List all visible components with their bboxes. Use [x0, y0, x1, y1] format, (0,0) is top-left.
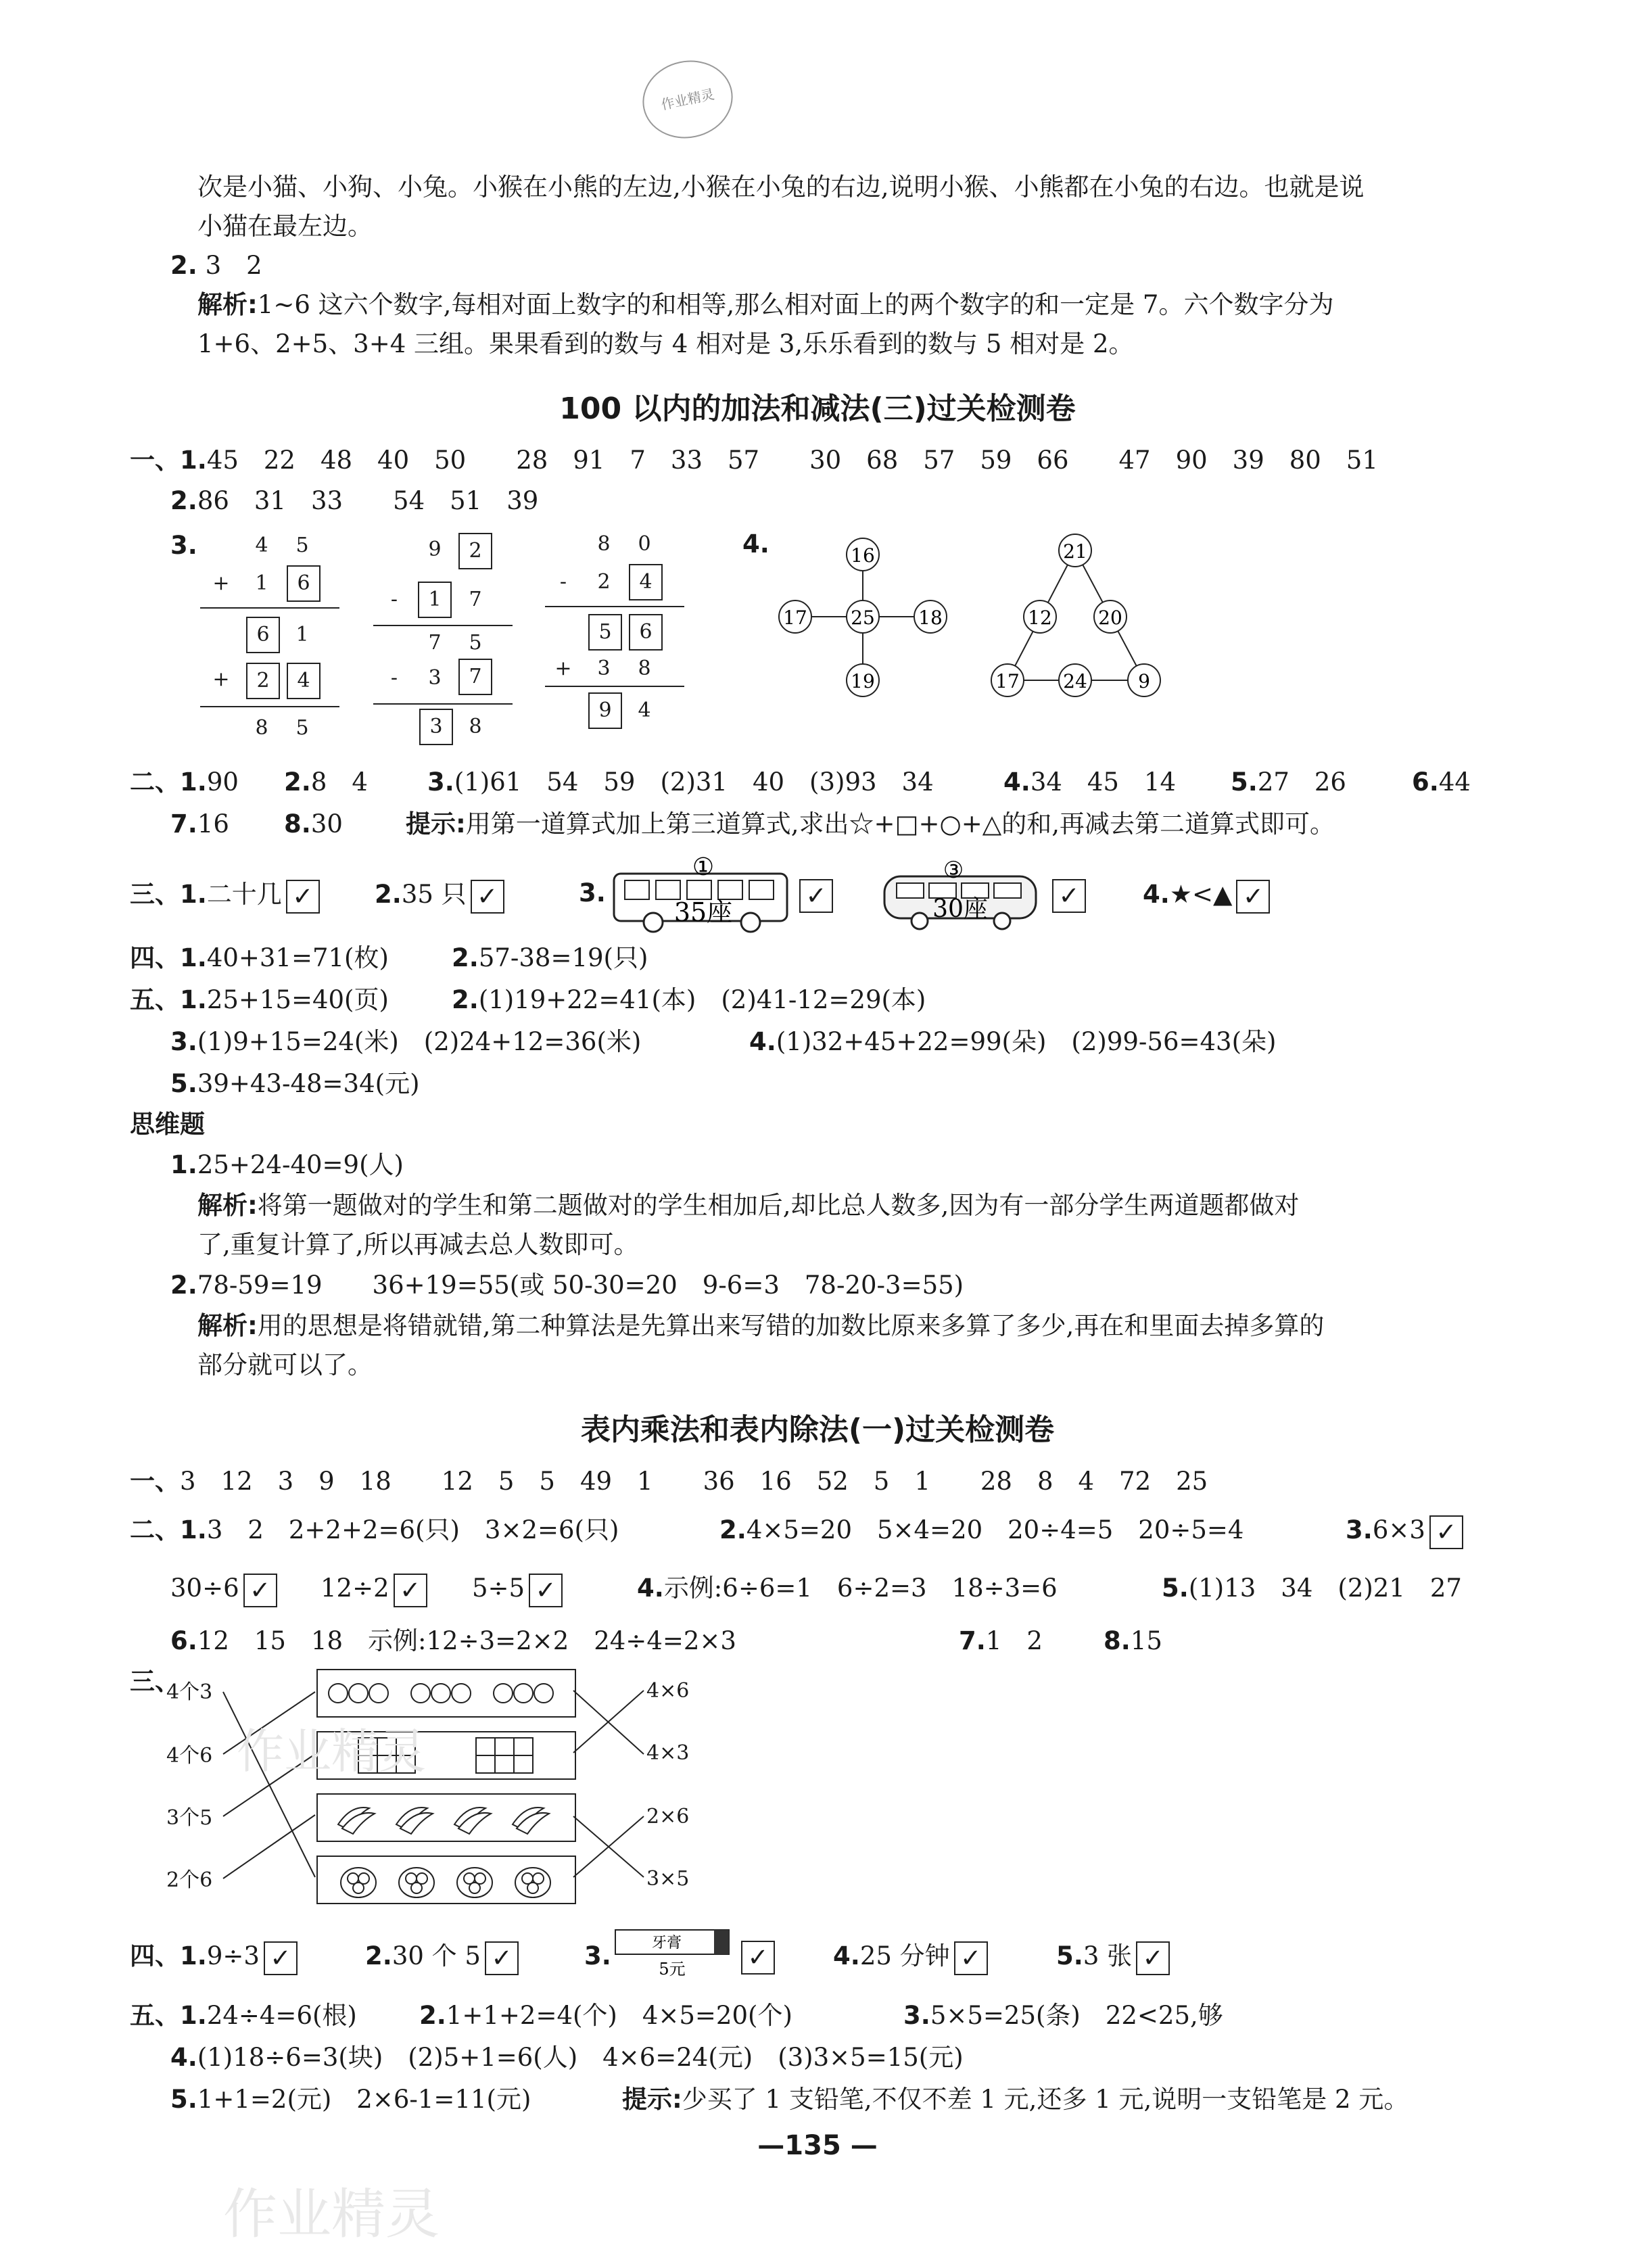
s2-p4-4-label: 4. — [833, 1941, 860, 1970]
s1-p1-label: 一、1. — [130, 446, 207, 475]
s2-p1: 3 12 3 9 18 12 5 5 49 1 36 16 52 5 1 28 8 4 72 25 — [180, 1467, 1208, 1496]
s2-p2-2-label: 2. — [719, 1515, 747, 1544]
q2-answer: 3 2 — [205, 251, 262, 280]
match-left-4: 2个6 — [166, 1868, 213, 1892]
s2-p2-2: 4×5=20 5×4=20 20÷4=5 20÷5=4 — [746, 1515, 1244, 1544]
s2-p5-label: 五、1. — [130, 2001, 207, 2030]
watermark-bottom: 作业精灵 — [223, 2183, 440, 2246]
check-box: ✓ — [485, 1941, 519, 1975]
analysis-line-2: 1+6、2+5、3+4 三组。果果看到的数与 4 相对是 3,乐乐看到的数与 5 相对是 2。 — [197, 329, 1134, 358]
s1-p3-1: 二十几 — [206, 880, 282, 909]
tri-top: 21 — [1063, 540, 1087, 563]
s2-p4-5: 3 张 — [1083, 1941, 1133, 1970]
s1-p3-2: 35 只 — [401, 880, 467, 909]
check-box: ✓ — [799, 879, 833, 913]
tri-mid-right: 20 — [1098, 607, 1122, 629]
s2-p5-4: (1)18÷6=3(块) (2)5+1=6(人) 4×6=24(元) (3)3×5=15(元) — [197, 2043, 964, 2072]
s2-p1-label: 一、 — [130, 1467, 180, 1496]
s2-p2-6-label: 6. — [170, 1626, 197, 1655]
s1-p5-4: (1)32+45+22=99(朵) (2)99-56=43(朵) — [776, 1027, 1277, 1056]
section2-title: 表内乘法和表内除法(一)过关检测卷 — [580, 1413, 1055, 1447]
s1-p2-3-label: 3. — [427, 767, 454, 797]
s1-p1-2-label: 2. — [170, 486, 197, 515]
s2-p5-2: 1+1+2=4(个) 4×5=20(个) — [446, 2001, 792, 2030]
s2-p2-6: 12 15 18 示例:12÷3=2×2 24÷4=2×3 — [197, 1626, 736, 1655]
tri-bot-mid: 24 — [1063, 670, 1087, 692]
match-left-1: 4个3 — [166, 1680, 213, 1704]
bus2-number: ③ — [943, 857, 964, 884]
s2-p5-hint: 少买了 1 支铅笔,不仅不差 1 元,还多 1 元,说明一支铅笔是 2 元。 — [682, 2085, 1409, 2114]
think-title: 思维题 — [130, 1110, 205, 1139]
s1-p5-5-label: 5. — [170, 1069, 197, 1098]
s1-p5-2-label: 2. — [452, 985, 479, 1014]
s2-p2-label: 二、1. — [130, 1515, 207, 1544]
t1-analysis-label: 解析: — [197, 1191, 258, 1220]
match-left-3: 3个5 — [166, 1806, 213, 1830]
t2-label: 2. — [170, 1271, 197, 1300]
s1-p2-6: 44 — [1438, 767, 1471, 797]
s1-p4-2-label: 2. — [452, 943, 479, 972]
s2-p2-8: 15 — [1130, 1626, 1162, 1655]
s1-p4-2: 57-38=19(只) — [478, 943, 648, 972]
s1-p4-1: 40+31=71(枚) — [206, 943, 389, 972]
bus1-seats: 35座 — [673, 897, 733, 927]
s2-p5-3: 5×5=25(条) 22<25,够 — [930, 2001, 1223, 2030]
s1-p2-4-label: 4. — [1003, 767, 1030, 797]
picture-tomatoes — [316, 1669, 576, 1718]
s1-p1-4-label: 4. — [742, 529, 769, 559]
s1-p2-6-label: 6. — [1412, 767, 1439, 797]
check-box: ✓ — [741, 1941, 775, 1975]
s2-p2-5: (1)13 34 (2)21 27 — [1188, 1574, 1462, 1603]
s1-p1-3-label: 3. — [170, 531, 197, 560]
bus2-seats: 30座 — [932, 895, 988, 923]
bus1-number: ① — [692, 853, 715, 881]
t2-analysis-1: 用的思想是将错就错,第二种算法是先算出来写错的加数比原来多算了多少,再在和里面去掉多算的 — [257, 1311, 1325, 1340]
cross-bottom: 19 — [851, 670, 875, 692]
s2-p2-1: 3 2 2+2+2=6(只) 3×2=6(只) — [206, 1515, 619, 1544]
s1-p3-label: 三、1. — [130, 880, 207, 909]
s2-p3-label: 三、 — [130, 1667, 180, 1696]
s1-p5-3-label: 3. — [170, 1027, 197, 1056]
check-box: ✓ — [471, 880, 504, 914]
s2-p4-1: 9÷3 — [206, 1941, 260, 1970]
s2-p2-3c: 12÷2 — [321, 1574, 389, 1603]
page-number: —135 — — [757, 2130, 878, 2161]
toothpaste-name: 牙膏 — [651, 1935, 682, 1952]
s2-p4-2: 30 个 5 — [392, 1941, 481, 1970]
s1-p2-hint: 用第一道算式加上第三道算式,求出☆+□+○+△的和,再减去第二道算式即可。 — [465, 809, 1335, 838]
match-right-3: 2×6 — [646, 1805, 690, 1828]
s2-p2-7-label: 7. — [959, 1626, 986, 1655]
s1-p5-3: (1)9+15=24(米) (2)24+12=36(米) — [197, 1027, 642, 1056]
s2-p2-3-label: 3. — [1346, 1515, 1373, 1544]
t2-analysis-2: 部分就可以了。 — [197, 1350, 373, 1379]
tri-mid-left: 12 — [1028, 607, 1052, 629]
check-box: ✓ — [529, 1574, 563, 1607]
s1-p2-8-label: 8. — [284, 809, 311, 838]
s1-p2-5-label: 5. — [1231, 767, 1258, 797]
intro-line-1: 次是小猫、小狗、小兔。小猴在小熊的左边,小猴在小兔的右边,说明小猴、小熊都在小兔的右边。也就是说 — [197, 172, 1365, 202]
check-box: ✓ — [243, 1574, 277, 1607]
check-box: ✓ — [954, 1941, 988, 1975]
s1-p5-label: 五、1. — [130, 985, 207, 1014]
bus-icon-1 — [609, 853, 791, 933]
s1-p1-2-answer: 86 31 33 54 51 39 — [197, 486, 539, 515]
s2-p2-3d: 5÷5 — [472, 1574, 525, 1603]
s1-p1-answer: 45 22 48 40 50 28 91 7 33 57 30 68 57 59 66 47 90 39 80 51 — [206, 446, 1378, 475]
s1-p2-5: 27 26 — [1257, 767, 1346, 797]
s1-p2-2: 8 4 — [310, 767, 368, 797]
s2-p2-8-label: 8. — [1104, 1626, 1131, 1655]
check-box: ✓ — [1236, 880, 1270, 914]
cross-top: 16 — [851, 544, 875, 567]
s2-p5-3-label: 3. — [903, 2001, 930, 2030]
analysis-line-1: 1~6 这六个数字,每相对面上数字的和相等,那么相对面上的两个数字的和一定是 7。六个数字分为 — [257, 290, 1334, 319]
s2-p2-7: 1 2 — [985, 1626, 1043, 1655]
check-box: ✓ — [1136, 1941, 1170, 1975]
toothpaste-price: 5元 — [659, 1960, 686, 1979]
picture-bananas — [316, 1793, 576, 1842]
picture-bags — [316, 1856, 576, 1904]
s1-p2-2-label: 2. — [284, 767, 311, 797]
s2-p4-2-label: 2. — [365, 1941, 392, 1970]
match-right-1: 4×6 — [646, 1679, 690, 1703]
s2-p4-4: 25 分钟 — [859, 1941, 950, 1970]
seal-stamp: 作业精灵 — [636, 52, 740, 146]
cross-center: 25 — [851, 607, 875, 629]
check-box: ✓ — [286, 880, 320, 914]
s1-p2-1-label: 二、1. — [130, 767, 207, 797]
cross-right: 18 — [918, 607, 943, 629]
s2-p2-4-label: 4. — [637, 1574, 664, 1603]
s1-p3-2-label: 2. — [375, 880, 402, 909]
s1-p4-label: 四、1. — [130, 943, 207, 972]
s1-p5-1: 25+15=40(页) — [206, 985, 389, 1014]
t1-label: 1. — [170, 1150, 197, 1179]
check-box: ✓ — [1052, 879, 1086, 913]
s1-p2-4: 34 45 14 — [1030, 767, 1177, 797]
s2-p5-5-label: 5. — [170, 2085, 197, 2114]
s2-p5-1: 24÷4=6(根) — [206, 2001, 357, 2030]
s1-p3-3-label: 3. — [579, 878, 606, 907]
tri-bot-left: 17 — [995, 670, 1020, 692]
intro-line-2: 小猫在最左边。 — [197, 212, 373, 241]
t1-answer: 25+24-40=9(人) — [197, 1150, 404, 1179]
match-right-2: 4×3 — [646, 1741, 690, 1765]
check-box: ✓ — [394, 1574, 427, 1607]
tri-bot-right: 9 — [1138, 670, 1150, 692]
bus-icon-2 — [879, 859, 1041, 933]
match-left-2: 4个6 — [166, 1744, 213, 1768]
watermark: 作业精灵 — [237, 1724, 426, 1779]
t1-analysis-2: 了,重复计算了,所以再减去总人数即可。 — [197, 1230, 639, 1259]
s2-p4-label: 四、1. — [130, 1941, 207, 1970]
s1-p2-hint-label: 提示: — [406, 809, 466, 838]
s1-p3-4: ★<▲ — [1169, 880, 1233, 909]
t1-analysis-1: 将第一题做对的学生和第二题做对的学生相加后,却比总人数多,因为有一部分学生两道题都做对 — [257, 1191, 1300, 1220]
s2-p2-3a: 6×3 — [1372, 1515, 1425, 1544]
check-box: ✓ — [264, 1941, 298, 1975]
s2-p5-4-label: 4. — [170, 2043, 197, 2072]
s1-p5-2: (1)19+22=41(本) (2)41-12=29(本) — [478, 985, 926, 1014]
cross-diagram — [764, 527, 987, 710]
s2-p5-5: 1+1=2(元) 2×6-1=11(元) — [197, 2085, 531, 2114]
s1-p5-4-label: 4. — [749, 1027, 776, 1056]
check-box: ✓ — [1429, 1515, 1463, 1549]
s2-p4-3-label: 3. — [584, 1941, 611, 1970]
s2-p4-5-label: 5. — [1056, 1941, 1083, 1970]
s1-p2-7: 16 — [197, 809, 229, 838]
s1-p2-3: (1)61 54 59 (2)31 40 (3)93 34 — [454, 767, 934, 797]
s2-p5-hint-label: 提示: — [622, 2085, 682, 2114]
s2-p2-5-label: 5. — [1162, 1574, 1189, 1603]
s2-p5-2-label: 2. — [419, 2001, 446, 2030]
t2-analysis-label: 解析: — [197, 1311, 258, 1340]
s2-p2-3b: 30÷6 — [170, 1574, 239, 1603]
match-right-4: 3×5 — [646, 1867, 690, 1891]
triangle-diagram — [980, 527, 1183, 710]
s2-p2-4: 示例:6÷6=1 6÷2=3 18÷3=6 — [663, 1574, 1058, 1603]
cross-left: 17 — [783, 607, 807, 629]
s1-p2-7-label: 7. — [170, 809, 197, 838]
s1-p5-5: 39+43-48=34(元) — [197, 1069, 420, 1098]
s1-p3-4-label: 4. — [1143, 880, 1170, 909]
section1-title: 100 以内的加法和减法(三)过关检测卷 — [559, 392, 1076, 426]
t2-answer: 78-59=19 36+19=55(或 50-30=20 9-6=3 78-20-3=55) — [197, 1271, 964, 1300]
s1-p2-8: 30 — [310, 809, 343, 838]
toothpaste-icon — [613, 1926, 734, 1980]
q2-label: 2. — [170, 251, 197, 280]
analysis-label: 解析: — [197, 290, 258, 319]
s1-p2-1: 90 — [206, 767, 239, 797]
